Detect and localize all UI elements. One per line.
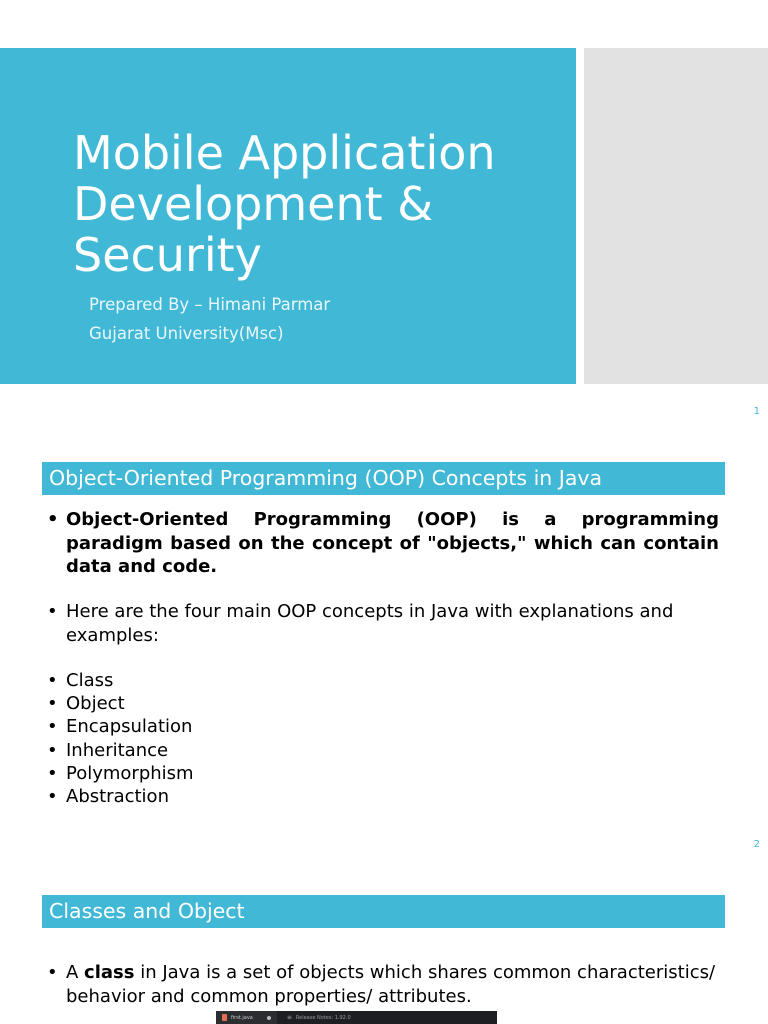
page-number-1: 1 [753, 406, 760, 417]
concept-item: • Inheritance [45, 739, 194, 762]
java-file-icon [222, 1014, 227, 1021]
bullet-rest: in Java is a set of objects which shares common characteristics/ behavior and common properties/ attributes. [66, 962, 716, 1007]
concept-item: • Abstraction [45, 785, 194, 808]
university-line: Gujarat University(Msc) [89, 324, 284, 343]
oop-concepts-list [45, 669, 194, 808]
menu-icon: ≡ [286, 1014, 292, 1021]
author-line: Prepared By – Himani Parmar [89, 295, 331, 314]
modified-dot-icon [267, 1016, 271, 1020]
concept-item: • Class [45, 669, 194, 692]
editor-tab-label: first.java [231, 1014, 253, 1021]
oop-definition-bullet: • Object-Oriented Programming (OOP) is a programming paradigm based on the concept of "objects," which can contain data and code. [45, 508, 719, 579]
page-number-2: 2 [753, 839, 760, 850]
editor-tab [216, 1011, 277, 1024]
release-notes-label: Release Notes: 1.92.0 [295, 1014, 351, 1021]
concept-item: • Encapsulation [45, 715, 194, 738]
oop-intro-bullet: • Here are the four main OOP concepts in Java with explanations and examples: [45, 600, 719, 647]
concept-item: • Object [45, 692, 194, 715]
presentation-title: Mobile Application Development & Security [73, 126, 496, 282]
title-slide-side-panel [584, 48, 768, 384]
bullet-prefix: A [66, 962, 85, 983]
oop-concepts-heading: Object-Oriented Programming (OOP) Concepts in Java [42, 462, 725, 495]
code-editor-screenshot [216, 1011, 497, 1024]
classes-objects-heading: Classes and Object [42, 895, 725, 928]
concept-item: • Polymorphism [45, 762, 194, 785]
class-definition-bullet [45, 961, 719, 1008]
class-keyword: class [84, 962, 135, 983]
